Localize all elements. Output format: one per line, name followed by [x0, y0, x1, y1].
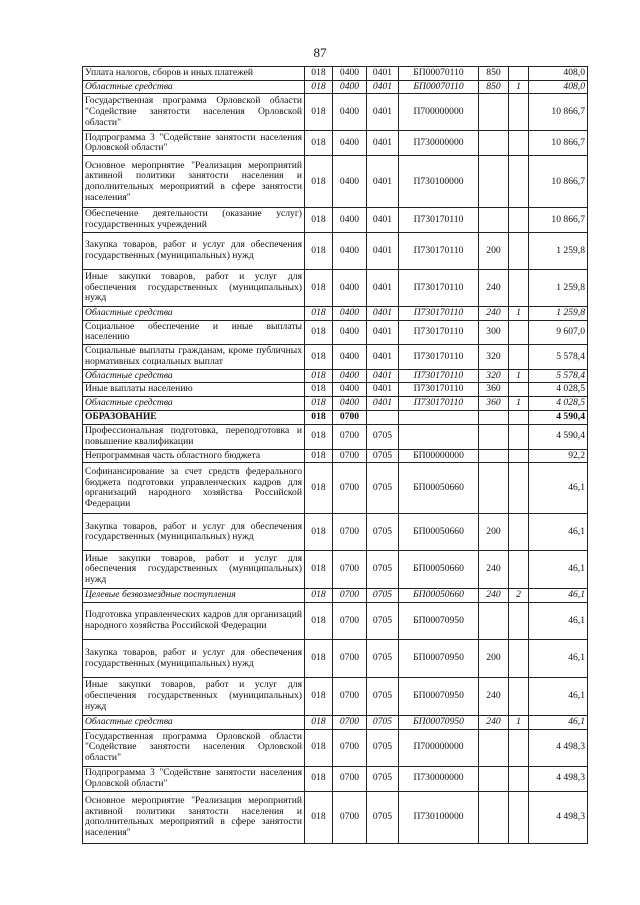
expense-type-cell [479, 729, 509, 766]
expense-type-cell: 240 [479, 589, 509, 603]
table-row [83, 131, 588, 156]
table-row [83, 791, 588, 843]
row-name-cell: Обеспечение деятельности (оказание услуг) государственных учреждений [83, 208, 305, 232]
expense-type-cell [479, 208, 509, 232]
page-number: 87 [313, 45, 327, 60]
section-cell: 0700 [333, 716, 367, 730]
table-row [83, 589, 588, 603]
grbs-cell: 018 [305, 766, 333, 791]
table-row [83, 232, 588, 269]
funding-kind-cell [509, 383, 529, 397]
funding-kind-cell [509, 603, 529, 640]
subsection-cell: 0705 [367, 514, 399, 551]
table-row [83, 306, 588, 320]
target-article-cell: БП00050660 [399, 514, 479, 551]
sum-cell: 4 498,3 [529, 729, 588, 766]
expense-type-cell [479, 449, 509, 463]
row-name-cell: Областные средства [83, 80, 305, 94]
subsection-cell: 0401 [367, 131, 399, 156]
grbs-cell: 018 [305, 640, 333, 678]
grbs-cell: 018 [305, 94, 333, 131]
funding-kind-cell [509, 449, 529, 463]
subsection-cell: 0401 [367, 208, 399, 232]
target-article-cell: П730000000 [399, 766, 479, 791]
grbs-cell: 018 [305, 603, 333, 640]
row-name-cell: Непрограммная часть областного бюджета [83, 449, 305, 463]
table-row [83, 463, 588, 514]
section-cell: 0400 [333, 320, 367, 344]
sum-cell: 1 259,8 [529, 232, 588, 269]
section-cell: 0700 [333, 766, 367, 791]
target-article-cell [399, 410, 479, 424]
section-cell: 0400 [333, 80, 367, 94]
expense-type-cell: 360 [479, 397, 509, 411]
grbs-cell: 018 [305, 551, 333, 589]
target-article-cell: П730170110 [399, 320, 479, 344]
funding-kind-cell [509, 345, 529, 369]
target-article-cell: П730170110 [399, 345, 479, 369]
expense-type-cell: 240 [479, 551, 509, 589]
subsection-cell: 0705 [367, 729, 399, 766]
table-row [83, 269, 588, 306]
subsection-cell: 0401 [367, 369, 399, 383]
funding-kind-cell: 1 [509, 716, 529, 730]
sum-cell: 4 590,4 [529, 424, 588, 449]
sum-cell: 10 866,7 [529, 208, 588, 232]
expense-type-cell: 240 [479, 716, 509, 730]
expense-type-cell: 320 [479, 369, 509, 383]
target-article-cell: П730170110 [399, 397, 479, 411]
table-row [83, 383, 588, 397]
funding-kind-cell [509, 640, 529, 678]
target-article-cell: П730170110 [399, 269, 479, 306]
expense-type-cell [479, 94, 509, 131]
target-article-cell: П730170110 [399, 383, 479, 397]
section-cell: 0700 [333, 514, 367, 551]
table-row [83, 551, 588, 589]
table-row [83, 716, 588, 730]
section-cell: 0400 [333, 94, 367, 131]
target-article-cell: БП00070950 [399, 603, 479, 640]
expense-type-cell [479, 424, 509, 449]
section-cell: 0400 [333, 131, 367, 156]
row-name-cell: Социальное обеспечение и иные выплаты населению [83, 320, 305, 344]
funding-kind-cell [509, 410, 529, 424]
funding-kind-cell [509, 791, 529, 843]
funding-kind-cell [509, 232, 529, 269]
row-name-cell: Иные выплаты населению [83, 383, 305, 397]
sum-cell: 46,1 [529, 678, 588, 716]
section-cell: 0400 [333, 383, 367, 397]
target-article-cell: П730170110 [399, 306, 479, 320]
sum-cell: 92,2 [529, 449, 588, 463]
row-name-cell: Иные закупки товаров, работ и услуг для обеспечения государственных (муниципальных) нужд [83, 269, 305, 306]
grbs-cell: 018 [305, 320, 333, 344]
row-name-cell: Областные средства [83, 397, 305, 411]
expense-type-cell [479, 463, 509, 514]
sum-cell: 4 028,5 [529, 397, 588, 411]
target-article-cell: П730170110 [399, 208, 479, 232]
grbs-cell: 018 [305, 67, 333, 81]
budget-table [82, 66, 588, 844]
sum-cell: 46,1 [529, 463, 588, 514]
funding-kind-cell [509, 766, 529, 791]
funding-kind-cell: 1 [509, 80, 529, 94]
funding-kind-cell [509, 67, 529, 81]
section-cell: 0400 [333, 232, 367, 269]
funding-kind-cell [509, 208, 529, 232]
table-row [83, 424, 588, 449]
expense-type-cell: 240 [479, 678, 509, 716]
target-article-cell: П700000000 [399, 729, 479, 766]
target-article-cell: П730100000 [399, 156, 479, 208]
section-cell: 0700 [333, 603, 367, 640]
subsection-cell: 0705 [367, 766, 399, 791]
sum-cell: 46,1 [529, 589, 588, 603]
section-cell: 0400 [333, 208, 367, 232]
subsection-cell: 0705 [367, 449, 399, 463]
funding-kind-cell: 2 [509, 589, 529, 603]
grbs-cell: 018 [305, 463, 333, 514]
funding-kind-cell [509, 678, 529, 716]
section-cell: 0700 [333, 410, 367, 424]
target-article-cell: БП00050660 [399, 551, 479, 589]
row-name-cell: Профессиональная подготовка, переподготовка и повышение квалификации [83, 424, 305, 449]
table-row [83, 603, 588, 640]
subsection-cell: 0401 [367, 232, 399, 269]
grbs-cell: 018 [305, 449, 333, 463]
sum-cell: 10 866,7 [529, 156, 588, 208]
sum-cell: 10 866,7 [529, 131, 588, 156]
row-name-cell: Закупка товаров, работ и услуг для обеспечения государственных (муниципальных) нужд [83, 514, 305, 551]
grbs-cell: 018 [305, 269, 333, 306]
table-row [83, 449, 588, 463]
section-cell: 0700 [333, 640, 367, 678]
grbs-cell: 018 [305, 306, 333, 320]
sum-cell: 5 578,4 [529, 345, 588, 369]
section-cell: 0700 [333, 449, 367, 463]
funding-kind-cell [509, 551, 529, 589]
subsection-cell: 0705 [367, 551, 399, 589]
grbs-cell: 018 [305, 410, 333, 424]
row-name-cell: Государственная программа Орловской области "Содействие занятости населения Орловской области" [83, 94, 305, 131]
sum-cell: 4 590,4 [529, 410, 588, 424]
table-row [83, 369, 588, 383]
expense-type-cell [479, 131, 509, 156]
table-row [83, 345, 588, 369]
funding-kind-cell [509, 514, 529, 551]
subsection-cell: 0401 [367, 80, 399, 94]
subsection-cell: 0401 [367, 94, 399, 131]
expense-type-cell [479, 156, 509, 208]
row-name-cell: Областные средства [83, 716, 305, 730]
table-row [83, 397, 588, 411]
row-name-cell: Закупка товаров, работ и услуг для обеспечения государственных (муниципальных) нужд [83, 232, 305, 269]
expense-type-cell: 850 [479, 67, 509, 81]
grbs-cell: 018 [305, 232, 333, 269]
funding-kind-cell [509, 463, 529, 514]
grbs-cell: 018 [305, 514, 333, 551]
sum-cell: 408,0 [529, 80, 588, 94]
target-article-cell: БП00050660 [399, 463, 479, 514]
section-cell: 0400 [333, 156, 367, 208]
expense-type-cell [479, 791, 509, 843]
row-name-cell: Основное мероприятие "Реализация мероприятий активной политики занятости населения и дополнительных мероприятий в сфере занятости населения" [83, 156, 305, 208]
table-row [83, 67, 588, 81]
subsection-cell [367, 410, 399, 424]
sum-cell: 46,1 [529, 514, 588, 551]
grbs-cell: 018 [305, 424, 333, 449]
funding-kind-cell [509, 94, 529, 131]
row-name-cell: Целевые безвозмездные поступления [83, 589, 305, 603]
section-cell: 0700 [333, 589, 367, 603]
row-name-cell: Подпрограмма 3 "Содействие занятости населения Орловской области" [83, 766, 305, 791]
grbs-cell: 018 [305, 156, 333, 208]
sum-cell: 4 498,3 [529, 766, 588, 791]
grbs-cell: 018 [305, 383, 333, 397]
sum-cell: 46,1 [529, 551, 588, 589]
table-row [83, 80, 588, 94]
subsection-cell: 0401 [367, 306, 399, 320]
funding-kind-cell: 1 [509, 306, 529, 320]
subsection-cell: 0705 [367, 716, 399, 730]
table-row [83, 208, 588, 232]
table-row [83, 94, 588, 131]
subsection-cell: 0401 [367, 345, 399, 369]
subsection-cell: 0705 [367, 640, 399, 678]
row-name-cell: ОБРАЗОВАНИЕ [83, 410, 305, 424]
target-article-cell: БП00000000 [399, 449, 479, 463]
expense-type-cell [479, 766, 509, 791]
table-row [83, 514, 588, 551]
grbs-cell: 018 [305, 397, 333, 411]
sum-cell: 46,1 [529, 603, 588, 640]
expense-type-cell: 300 [479, 320, 509, 344]
sum-cell: 1 259,8 [529, 306, 588, 320]
target-article-cell: П730170110 [399, 369, 479, 383]
grbs-cell: 018 [305, 131, 333, 156]
target-article-cell: БП00070110 [399, 80, 479, 94]
section-cell: 0700 [333, 729, 367, 766]
grbs-cell: 018 [305, 589, 333, 603]
funding-kind-cell [509, 156, 529, 208]
subsection-cell: 0705 [367, 589, 399, 603]
target-article-cell: БП00070110 [399, 67, 479, 81]
subsection-cell: 0705 [367, 424, 399, 449]
table-row [83, 320, 588, 344]
subsection-cell: 0401 [367, 320, 399, 344]
row-name-cell: Софинансирование за счет средств федерального бюджета подготовки управленческих кадров для организаций народного хозяйства Российской Федерации [83, 463, 305, 514]
table-row [83, 678, 588, 716]
row-name-cell: Основное мероприятие "Реализация мероприятий активной политики занятости населения и дополнительных мероприятий в сфере занятости населения" [83, 791, 305, 843]
expense-type-cell: 200 [479, 232, 509, 269]
row-name-cell: Подпрограмма 3 "Содействие занятости населения Орловской области" [83, 131, 305, 156]
table-row [83, 640, 588, 678]
section-cell: 0700 [333, 551, 367, 589]
row-name-cell: Уплата налогов, сборов и иных платежей [83, 67, 305, 81]
sum-cell: 46,1 [529, 640, 588, 678]
funding-kind-cell [509, 729, 529, 766]
table-row [83, 729, 588, 766]
section-cell: 0400 [333, 369, 367, 383]
expense-type-cell: 320 [479, 345, 509, 369]
sum-cell: 10 866,7 [529, 94, 588, 131]
section-cell: 0400 [333, 306, 367, 320]
funding-kind-cell: 1 [509, 369, 529, 383]
subsection-cell: 0705 [367, 463, 399, 514]
row-name-cell: Иные закупки товаров, работ и услуг для обеспечения государственных (муниципальных) нужд [83, 678, 305, 716]
row-name-cell: Иные закупки товаров, работ и услуг для обеспечения государственных (муниципальных) нужд [83, 551, 305, 589]
subsection-cell: 0401 [367, 397, 399, 411]
expense-type-cell [479, 410, 509, 424]
target-article-cell: БП00070950 [399, 640, 479, 678]
expense-type-cell: 360 [479, 383, 509, 397]
target-article-cell: БП00050660 [399, 589, 479, 603]
expense-type-cell: 240 [479, 306, 509, 320]
section-cell: 0700 [333, 678, 367, 716]
subsection-cell: 0401 [367, 156, 399, 208]
funding-kind-cell [509, 424, 529, 449]
subsection-cell: 0401 [367, 67, 399, 81]
row-name-cell: Подготовка управленческих кадров для организаций народного хозяйства Российской Федерации [83, 603, 305, 640]
subsection-cell: 0705 [367, 791, 399, 843]
target-article-cell: П700000000 [399, 94, 479, 131]
target-article-cell [399, 424, 479, 449]
sum-cell: 4 498,3 [529, 791, 588, 843]
row-name-cell: Социальные выплаты гражданам, кроме публичных нормативных социальных выплат [83, 345, 305, 369]
table-row [83, 410, 588, 424]
sum-cell: 5 578,4 [529, 369, 588, 383]
funding-kind-cell [509, 320, 529, 344]
target-article-cell: П730170110 [399, 232, 479, 269]
sum-cell: 1 259,8 [529, 269, 588, 306]
row-name-cell: Областные средства [83, 369, 305, 383]
section-cell: 0400 [333, 397, 367, 411]
target-article-cell: БП00070950 [399, 716, 479, 730]
expense-type-cell: 200 [479, 514, 509, 551]
grbs-cell: 018 [305, 678, 333, 716]
grbs-cell: 018 [305, 208, 333, 232]
sum-cell: 9 607,0 [529, 320, 588, 344]
section-cell: 0400 [333, 67, 367, 81]
grbs-cell: 018 [305, 345, 333, 369]
funding-kind-cell [509, 131, 529, 156]
expense-type-cell: 850 [479, 80, 509, 94]
row-name-cell: Закупка товаров, работ и услуг для обеспечения государственных (муниципальных) нужд [83, 640, 305, 678]
grbs-cell: 018 [305, 729, 333, 766]
row-name-cell: Государственная программа Орловской области "Содействие занятости населения Орловской области" [83, 729, 305, 766]
grbs-cell: 018 [305, 716, 333, 730]
grbs-cell: 018 [305, 80, 333, 94]
grbs-cell: 018 [305, 791, 333, 843]
funding-kind-cell [509, 269, 529, 306]
section-cell: 0400 [333, 345, 367, 369]
grbs-cell: 018 [305, 369, 333, 383]
subsection-cell: 0705 [367, 678, 399, 716]
table-row [83, 766, 588, 791]
target-article-cell: БП00070950 [399, 678, 479, 716]
expense-type-cell: 200 [479, 640, 509, 678]
section-cell: 0700 [333, 424, 367, 449]
sum-cell: 4 028,5 [529, 383, 588, 397]
section-cell: 0400 [333, 269, 367, 306]
subsection-cell: 0705 [367, 603, 399, 640]
row-name-cell: Областные средства [83, 306, 305, 320]
expense-type-cell [479, 603, 509, 640]
budget-table-body [83, 67, 588, 844]
expense-type-cell: 240 [479, 269, 509, 306]
subsection-cell: 0401 [367, 383, 399, 397]
sum-cell: 46,1 [529, 716, 588, 730]
sum-cell: 408,0 [529, 67, 588, 81]
target-article-cell: П730000000 [399, 131, 479, 156]
table-row [83, 156, 588, 208]
subsection-cell: 0401 [367, 269, 399, 306]
target-article-cell: П730100000 [399, 791, 479, 843]
section-cell: 0700 [333, 791, 367, 843]
funding-kind-cell: 1 [509, 397, 529, 411]
section-cell: 0700 [333, 463, 367, 514]
